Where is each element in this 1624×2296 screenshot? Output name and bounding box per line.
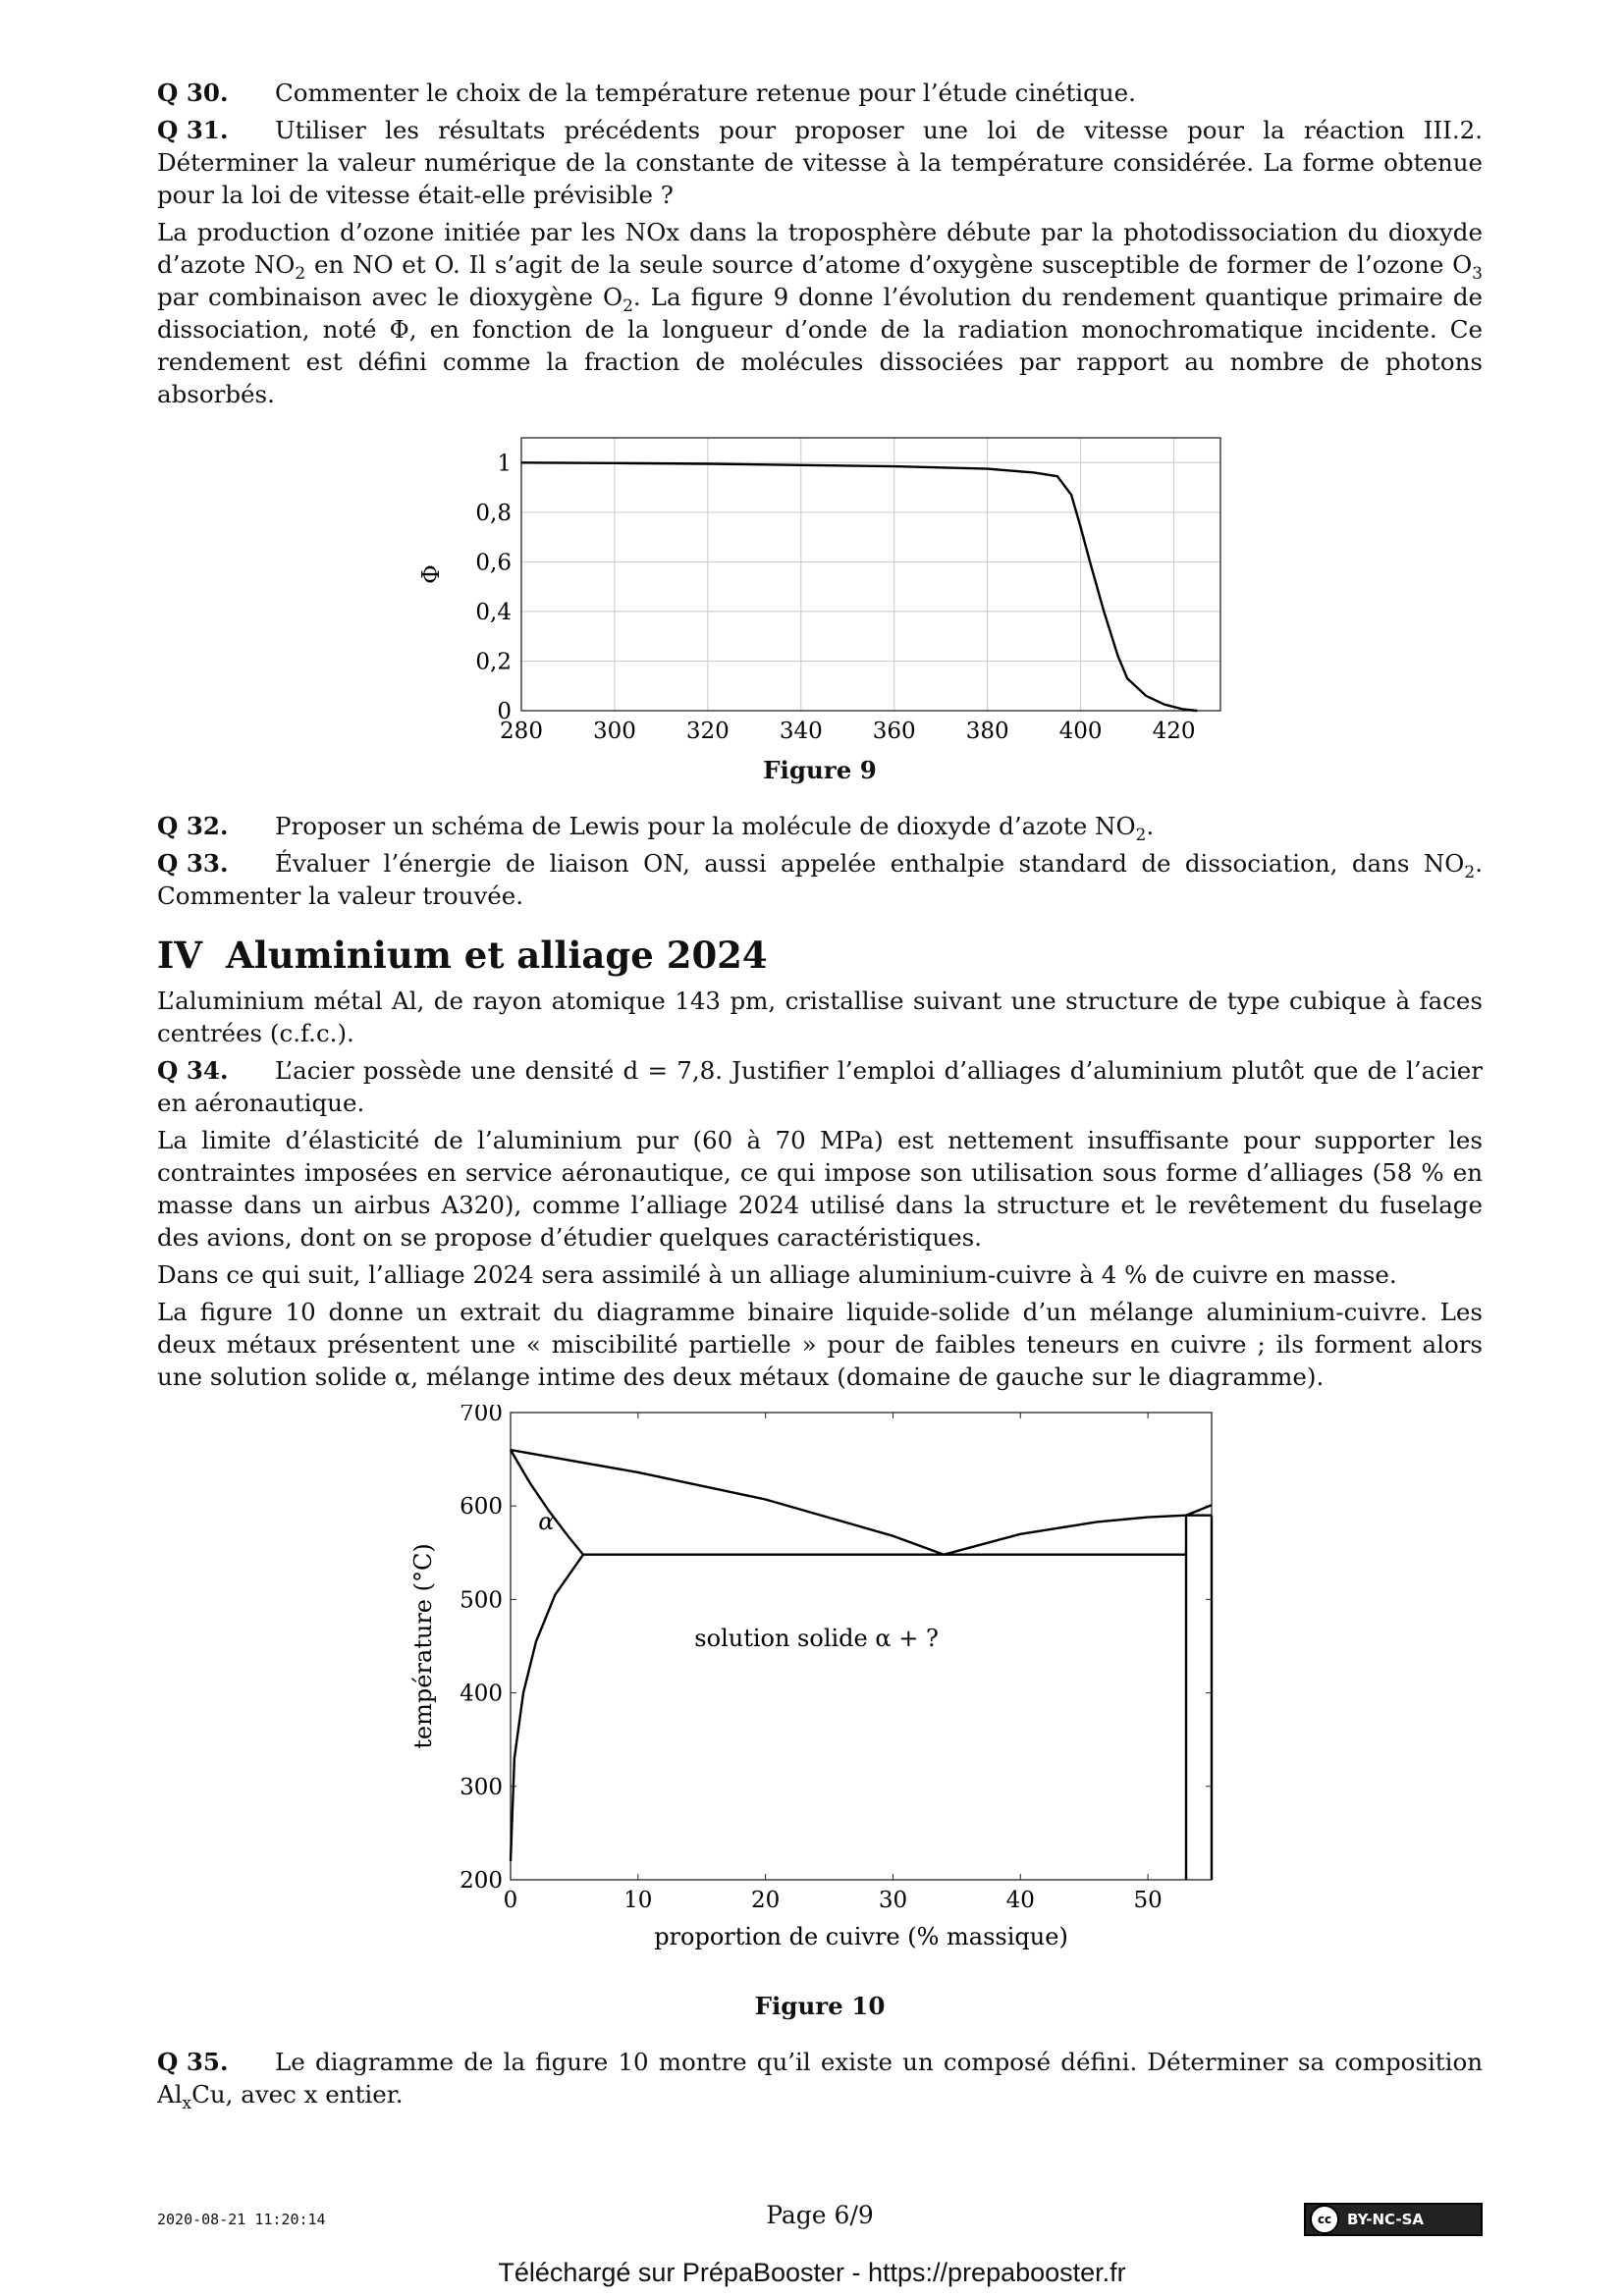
y-tick-label: 1 <box>497 451 512 477</box>
section-heading: IV Aluminium et alliage 2024 <box>157 934 768 977</box>
license-badge[interactable] <box>1304 2203 1483 2236</box>
y-tick-label: 700 <box>460 1405 503 1426</box>
x-tick-label: 280 <box>500 719 543 744</box>
cc-icon: cc <box>1310 2205 1339 2234</box>
x-tick-label: 50 <box>1133 1888 1163 1913</box>
x-tick-label: 20 <box>750 1888 781 1913</box>
phase-line <box>1186 1505 1212 1516</box>
plot-frame <box>521 438 1220 711</box>
x-tick-label: 340 <box>779 719 823 744</box>
y-tick-label: 0,4 <box>475 599 512 625</box>
page-content <box>157 77 1483 2115</box>
x-tick-label: 300 <box>592 719 636 744</box>
x-tick-label: 380 <box>965 719 1009 744</box>
y-tick-label: 400 <box>460 1681 503 1707</box>
question-31: Q 31. Utiliser les résultats précédents pour proposer une loi de vitesse pour la réaction III.2. Déterminer la valeur numérique de la constante de vitesse à la température considérée. La forme obtenue pour la loi de vitesse était-elle prévisible ? <box>157 116 1483 209</box>
page-number: Page 6/9 <box>766 2201 874 2229</box>
question-30: Q 30. Commenter le choix de la température retenue pour l’étude cinétique. <box>157 79 1136 107</box>
phase-line <box>511 1450 583 1555</box>
y-axis-label: température (°C) <box>409 1543 437 1749</box>
x-tick-label: 420 <box>1152 719 1196 744</box>
question-35: Q 35. Le diagramme de la figure 10 montre qu’il existe un composé défini. Déterminer sa composition $Al_xCu$, avec x entier. <box>157 2048 1483 2113</box>
phase-line <box>511 1555 583 1861</box>
y-tick-label: 0,8 <box>475 500 512 526</box>
x-tick-label: 40 <box>1005 1888 1035 1913</box>
region-label: solution solide α + ? <box>694 1625 939 1652</box>
print-date: 2020-08-21 11:20:14 <box>157 2211 326 2228</box>
y-tick-label: 300 <box>460 1774 503 1800</box>
phase-line <box>511 1450 944 1555</box>
figure-9-chart <box>417 424 1222 748</box>
question-34: Q 34. L’acier possède une densité d = 7,8. Justifier l’emploi d’alliages d’aluminium plutôt que de l’acier en aéronautique. <box>157 1056 1483 1117</box>
phi-curve <box>521 462 1197 711</box>
figure-9-caption: Figure 9 <box>763 756 877 784</box>
y-tick-label: 500 <box>460 1587 503 1614</box>
y-tick-label: 200 <box>460 1868 503 1894</box>
paragraph-figure-10: La figure 10 donne un extrait du diagramme binaire liquide-solide d’un mélange aluminium-cuivre. Les deux métaux présentent une « miscibilité partielle » pour de faibles teneurs en cuivre ; ils forment alors une solution solide α, mélange intime des deux métaux (domaine de gauche sur le diagramme). <box>157 1298 1483 1391</box>
x-tick-label: 10 <box>623 1888 653 1913</box>
question-32: Q 32. Proposer un schéma de Lewis pour la molécule de dioxyde d’azote $NO_2$. <box>157 812 1155 845</box>
x-tick-label: 360 <box>872 719 916 744</box>
alpha-label: α <box>538 1508 555 1535</box>
paragraph-limite: La limite d’élasticité de l’aluminium pur (60 à 70 MPa) est nettement insuffisante pour supporter les contraintes imposées en service aéronautique, ce qui impose son utilisation sous forme d’alliages (58 % en masse dans un airbus A320), comme l’alliage 2024 utilisé dans la structure et le revêtement du fuselage des avions, dont on se propose d’étudier quelques caractéristiques. <box>157 1126 1483 1252</box>
x-tick-label: 0 <box>503 1888 518 1913</box>
paragraph-aluminium: L’aluminium métal Al, de rayon atomique 143 pm, cristallise suivant une structure de type cubique à faces centrées (c.f.c.). <box>157 987 1483 1047</box>
x-tick-label: 30 <box>878 1888 908 1913</box>
x-tick-label: 320 <box>685 719 730 744</box>
paragraph-ozone: La production d’ozone initiée par les NOx dans la troposphère débute par la photodissociation du dioxyde d’azote $NO_2$ en NO et O. Il s’agit de la seule source d’atome d’oxygène susceptible de former de l’ozone $O_3$ par combinaison avec le dioxygène $O_2$. La figure 9 donne l’évolution du rendement quantique primaire de dissociation, noté Φ, en fonction de la longueur d’onde de la radiation monochromatique incidente. Ce rendement est défini comme la fraction de molécules dissociées par rapport au nombre de photons absorbés. <box>157 218 1484 408</box>
y-tick-label: 0 <box>497 699 512 724</box>
y-tick-label: 0,6 <box>475 550 512 576</box>
question-33: Q 33. Évaluer l’énergie de liaison ON, aussi appelée enthalpie standard de dissociation, dans $NO_2$. Commenter la valeur trouvée. <box>157 849 1483 910</box>
x-tick-label: 400 <box>1058 719 1103 744</box>
y-axis-label: Φ <box>417 564 445 584</box>
figure-10-chart <box>398 1405 1242 1984</box>
license-text: BY-NC-SA <box>1347 2211 1425 2228</box>
x-axis-label: proportion de cuivre (% massique) <box>654 1923 1068 1950</box>
paragraph-2024: Dans ce qui suit, l’alliage 2024 sera assimilé à un alliage aluminium-cuivre à 4 % de cuivre en masse. <box>157 1260 1397 1289</box>
page-footer <box>157 2197 1483 2236</box>
figure-10-caption: Figure 10 <box>754 1992 886 2020</box>
phase-line <box>944 1516 1186 1555</box>
y-tick-label: 0,2 <box>475 649 512 675</box>
y-tick-label: 600 <box>460 1494 503 1521</box>
download-source-link[interactable]: Téléchargé sur PrépaBooster - https://prepabooster.fr <box>498 2258 1126 2287</box>
